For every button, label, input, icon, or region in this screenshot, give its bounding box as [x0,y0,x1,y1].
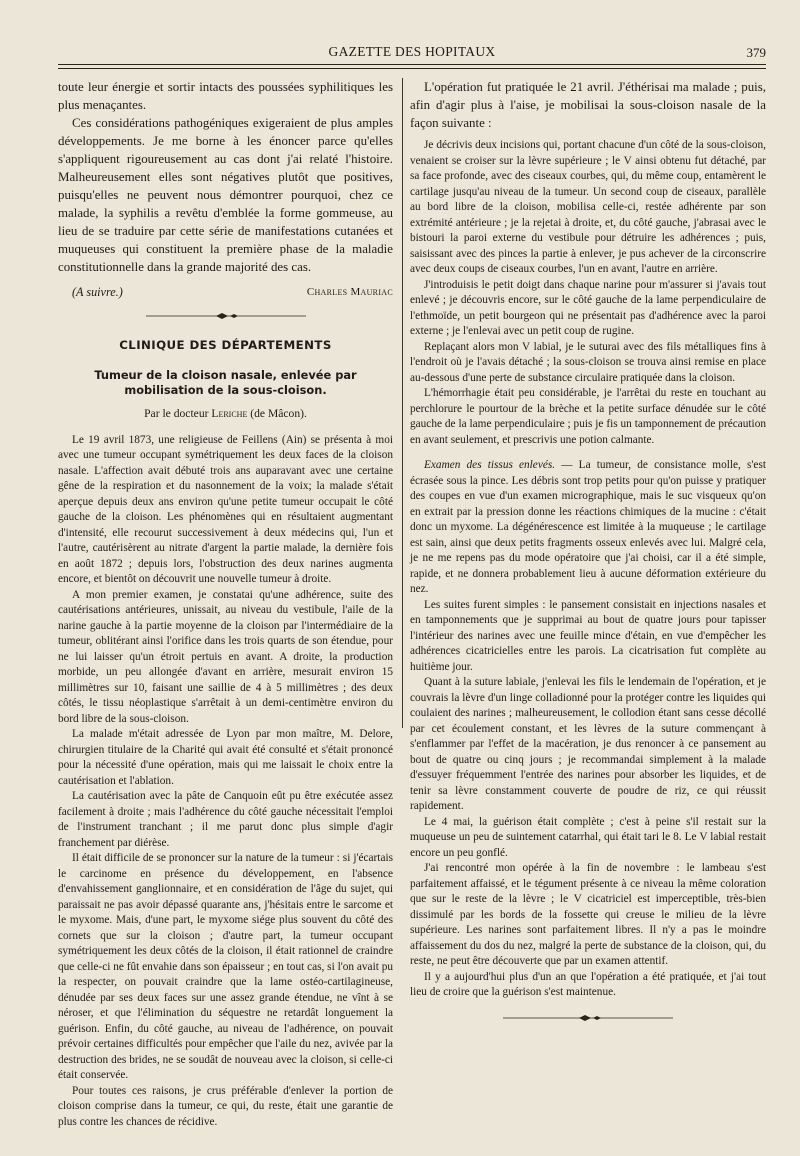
right-column [410,78,766,1023]
section-title: CLINIQUE DES DÉPARTEMENTS [119,337,332,352]
left-column [58,78,393,1130]
author-signature: Charles Mauriac [306,286,393,298]
page-header [58,44,766,62]
to-be-continued: (A suivre.) [72,285,123,299]
end-ornament [503,1013,673,1023]
journal-title: GAZETTE DES HOPITAUX [328,44,496,59]
paragraph: Quant à la suture labiale, j'enlevai les fils le lendemain de l'opération, et je couvrais la lèvre d'un linge colladionné pour la protéger contre les liquides qui coulaient des narines ; malheureusement, le collodion étant sans cesse décollé par cet écoulement constant, et les lèvres de la suture commençant à s'enflammer par l'effet de la macération, je dus renoncer à ce pansement au bout de quatre ou cinq jours ; je recommandai simplement à la malade d'essuyer fréquemment l'entrée des narines pour absorber les liquides, et de tenir sa lèvre constamment couverte de poudre de riz, ce qui réussit rapidement. [410,676,766,812]
paragraph: L'opération fut pratiquée le 21 avril. J'éthérisai ma malade ; puis, afin d'agir plus à l'aise, je mobilisai la sous-cloison nasale de la façon suivante : [410,80,766,130]
article-body-left [58,433,393,1131]
separator-ornament [146,311,306,321]
paragraph: Il y a aujourd'hui plus d'un an que l'opération a été pratiquée, et j'ai tout lieu de croire que la guérison s'est maintenue. [410,970,766,998]
paragraph: La malade m'était adressée de Lyon par mon maître, M. Delore, chirurgien titulaire de la Charité qui avait été consulté et s'était prononcé pour la nécessité d'une opération, mais qui me laissait le choix entre la cautérisation et l'ablation. [58,728,393,787]
paragraph: Le 4 mai, la guérison était complète ; c'est à peine s'il restait sur la muqueuse un peu de suintement catarrhal, qui était tari le 8. Le V labial restait encore un peu gonflé. [410,815,766,859]
paragraph: J'introduisis le petit doigt dans chaque narine pour m'assurer si j'avais tout enlevé ; je découvris encore, sur le côté gauche de la lame perpendiculaire de l'ethmoïde, un petit bourgeon qui ne présentait pas d'adhérence avec la paroi externe ; je l'enlevai avec un petit coup de rugine. [410,278,766,337]
exam-paragraph [410,458,766,598]
paragraph: L'hémorrhagie était peu considérable, je l'arrêtai du reste en touchant au perchlorure le pourtour de la brèche et la petite surface dénudée sur le côté gauche de la lame perpendiculaire ; puis je fis un tamponnement de précaution en avant seulement, et prescrivis une potion calmante. [410,387,766,446]
column-divider [402,78,403,728]
page-number: 379 [746,45,766,60]
paragraph: A mon premier examen, je constatai qu'une adhérence, suite des cautérisations antérieures, unissait, au niveau du vestibule, l'aile de la narine gauche à la partie moyenne de la cloison par l'intermédiaire de la tumeur, oblitérant ainsi l'orifice dans les trois quarts de son étendue, pour ne lui laisser qu'un étroit pertuis en avant. A droite, la production morbide, un peu allongée d'avant en arrière, mesurait environ 15 millimètres sur 10, faisant une saillie de 4 à 5 millimètres ; des deux côtés, le tissu néoplastique s'arrêtait à un demi-centimètre environ du bord libre de la sous-cloison. [58,588,393,725]
paragraph: J'ai rencontré mon opérée à la fin de novembre : le lambeau s'est parfaitement affaissé, et le tégument présente à ce niveau la même coloration que sur le reste de la lèvre ; le V cicatriciel est imperceptible, très-bien dissimulé par les bords de la fossette qui creuse le milieu de la lèvre supérieure. Les narines sont parfaitement libres. Il n'y a pas le moindre affaissement du dos du nez, malgré la perte de substance de la cloison, qui, du reste, ne peut être découverte que par un examen attentif. [410,862,766,967]
header-rule [58,64,766,65]
author-suffix: (de Mâcon). [247,406,307,420]
continued-paragraph: toute leur énergie et sortir intacts des poussées syphilitiques les plus menaçantes. [58,80,393,112]
paragraph: Ces considérations pathogéniques exigeraient de plus amples développements. Je me borne à les énoncer parce qu'elles s'appliquent rigoureusement au cas dont j'ai relaté l'histoire. Malheureusement elles sont négatives plutôt que positives, puisqu'elles ne peuvent nous démontrer pourquoi, chez ce malade, la syphilis a revêtu d'emblée la forme gommeuse, au lieu de se traduire par cette série de manifestations cutanées et muqueuses qui constituent la première phase de la maladie constitutionnelle dans la grande majorité des cas. [58,116,393,274]
paragraph: La cautérisation avec la pâte de Canquoin eût pu être exécutée assez facilement à droite ; mais l'adhérence du côté gauche nécessitait l'emploi de l'instrument tranchant ; il me parut donc plus simple d'agir franchement par diérèse. [58,790,393,849]
article-title: Tumeur de la cloison nasale, enlevée par mobilisation de la sous-cloison. [94,367,357,397]
paragraph: Replaçant alors mon V labial, je le suturai avec des fils métalliques fins à l'endroit où je l'avais détaché ; la sous-cloison se trouva ainsi remise en place au-dessous d'une perte de substance circulaire pratiquée dans la cloison. [410,340,766,384]
paragraph: Les suites furent simples : le pansement consistait en injections nasales et en tamponnements que je supprimai au bout de quatre jours pour tapisser l'intérieur des narines avec une feuille mince d'étain, en vue d'empêcher les adhérences cicatricielles entre les parois. La cicatrisation fut complète au huitième jour. [410,598,766,673]
exam-heading: Examen des tissus enlevés. [424,459,556,471]
header-rule-thin [58,68,766,69]
article-author [58,406,393,423]
paragraph: Le 19 avril 1873, une religieuse de Feillens (Ain) se présenta à moi avec une tumeur occupant symétriquement les deux faces de la cloison nasale. L'affection avait débuté trois ans auparavant avec une certaine gêne de la respiration et du nasonnement de la voix; la malade s'était aperçue depuis deux ans environ qu'une petite tumeur occupait le côté gauche de la cloison. Les phénomènes qui en résultaient augmentant d'intensité, elle recourut successivement à deux médecins qui, l'un et l'autre, cautérisèrent au nitrate d'argent la partie malade, la dernière fois en août 1872 ; depuis lors, l'obstruction des deux narines augmenta encore, et bientôt on découvrit une nouvelle tumeur à droite. [58,433,393,586]
paragraph: Je décrivis deux incisions qui, portant chacune d'un côté de la sous-cloison, venaient se croiser sur la lèvre supérieure ; le V ainsi obtenu fut détaché, par sa face profonde, avec des ciseaux courbes, qui, du même coup, entamèrent le cartilage jusqu'au niveau de la tumeur. Un second coup de ciseaux, parallèle au bord libre de la cloison, mobilisa celle-ci, restée adhérente par son extrémité antérieure ; je la rejetai à droite, et, du côté gauche, j'abrasai avec le bistouri la paroi externe du vestibule pour détruire les adhérences ; puis, saisissant avec des pinces la partie à enlever, je pus achever de la circonscrire avec deux coups de ciseaux courbes, l'un en avant, l'autre en arrière. [410,139,766,275]
author-prefix: Par le docteur [144,406,212,420]
signature-line [58,284,393,301]
author-name: Leriche [211,406,248,420]
exam-text: — La tumeur, de consistance molle, s'est écrasée sous la pince. Les débris sont trop petits pour qu'on puisse y pratiquer des coupes en vue d'un examen micrographique, mais le suc visqueux qu'on en extrait par la pression donne les réactions chimiques de la mucine : c'était donc un myxome. La dégénérescence est limitée à la muqueuse ; le cartilage est sain, ainsi que deux petits fragments osseux enlevés avec lui. Malgré cela, je ne me repens pas du mode opératoire que j'ai choisi, car il a été simple, rapide, et ne donnera probablement lieu à aucune déformation extérieure du nez. [410,459,766,595]
paragraph: Pour toutes ces raisons, je crus préférable d'enlever la portion de cloison comprise dans la tumeur, ce qui, du reste, était une garantie de plus contre les chances de récidive. [58,1084,393,1128]
operation-description [410,138,766,1001]
paragraph: Il était difficile de se prononcer sur la nature de la tumeur : si j'écartais le carcinome en présence du développement, en l'absence d'envahissement ganglionnaire, et en considération de l'âge du sujet, qui paraissait ne pas avoir dépassé quarante ans, j'hésitais entre le sarcome et le myxome. Mais, d'une part, le myxome siége plus souvent du côté des cornets que sur la cloison ; d'autre part, la tumeur occupant symétriquement les deux côtés de la cloison, il était rationnel de craindre que celle-ci ne fût envahie dans son épaisseur ; en tout cas, si l'on avait pu la respecter, on pouvait craindre que la lame ostéo-cartilagineuse, dénudée par ses deux faces sur une assez grande étendue, ne vînt à se néroser, et que l'élimination du séquestre ne retardât longuement la guérison. Enfin, du côté gauche, au niveau de l'adhérence, on pouvait prévoir certaines difficultés pour empêcher que l'aile du nez, avivée par la destruction des brides, ne se soudât de nouveau avec la cloison, si celle-ci était conservée. [58,852,393,1082]
